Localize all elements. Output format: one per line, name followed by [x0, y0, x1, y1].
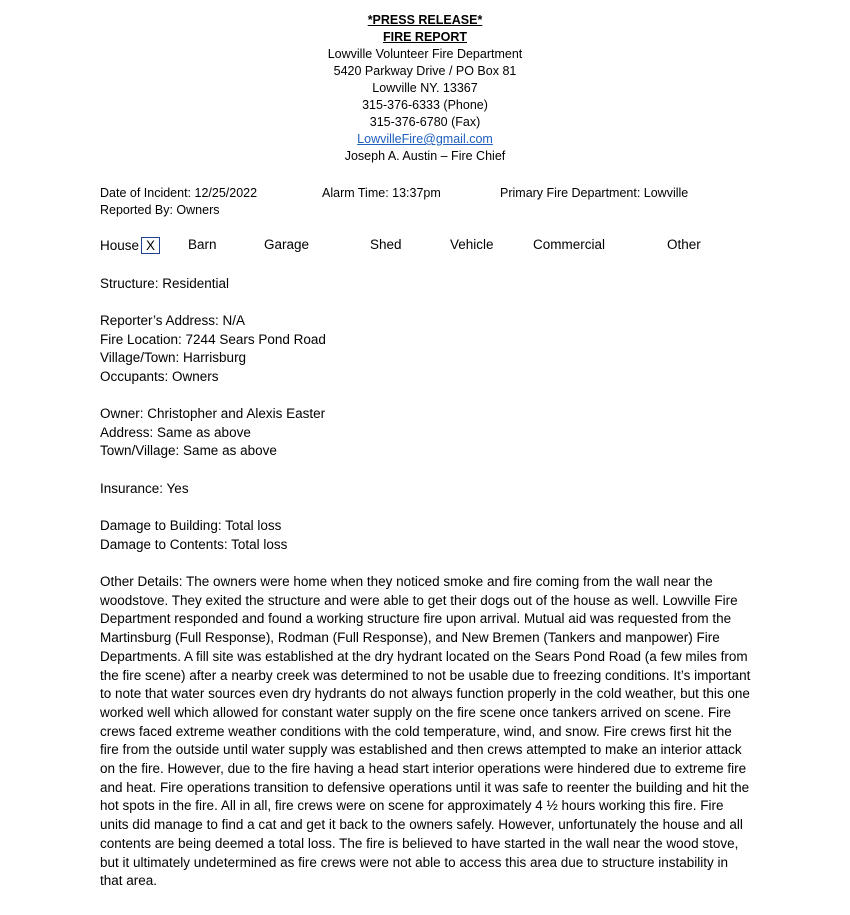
reporter-address: Reporter’s Address: N/A	[100, 313, 246, 328]
fire-chief: Joseph A. Austin – Fire Chief	[344, 149, 506, 163]
other-details-paragraph: Other Details: The owners were home when they noticed smoke and fire coming from the wall near the woodstove. They exited the structure and were able to get their dogs out of the house as well. Lowville Fire Department responded and found a working structure fire upon arrival. Mutual aid was requested from the Martinsburg (Full Response), Rodman (Full Response), and New Bremen (Tankers and manpower) Fire Departments. A fill site was established at the dry hydrant located on the Sears Pond Road (a few miles from the fire scene) after a nearby creek was determined to not be usable due to freezing conditions. It’s important to note that water sources even dry hydrants do not always function properly in the cold weather, but this one worked well which allowed for constant water supply on the fire scene once tankers arrived on scene. Fire crews faced extreme weather conditions with the cold temperature, wind, and snow. Fire crews first hit the fire from the outside until water supply was established and then crews attempted to make an interior attack on the fire. However, due to the fire having a head start interior operations were hindered due to extreme fire and heat. Fire operations transition to defensive operations until it was safe to reenter the building and hit the hot spots in the fire. All in all, fire crews were on scene for approximately 4 ½ hours working this fire. Fire units did manage to find a cat and get it back to the owners safely. However, unfortunately the house and all contents are being deemed a total loss. The fire is believed to have started in the wall near the wood stove, but it ultimately undetermined as fire crews were not able to access this area due to structure instability in that area.	[100, 574, 751, 889]
type-commercial: Commercial	[533, 237, 606, 252]
department-email-link[interactable]: LowvilleFire@gmail.com	[357, 132, 493, 146]
type-house	[100, 237, 160, 254]
press-release-title: *PRESS RELEASE*	[367, 13, 483, 27]
house-checkbox: X	[141, 237, 160, 254]
location-block	[100, 312, 326, 387]
village-town: Village/Town: Harrisburg	[100, 350, 247, 366]
type-other: Other	[667, 237, 701, 252]
type-vehicle: Vehicle	[450, 237, 494, 252]
structure-line: Structure: Residential	[100, 276, 230, 291]
letterhead	[0, 12, 850, 165]
department-city: Lowville NY. 13367	[372, 81, 478, 95]
fire-location: Fire Location: 7244 Sears Pond Road	[100, 331, 326, 347]
owner-block	[100, 405, 325, 461]
structure-type-row	[100, 237, 750, 257]
type-garage: Garage	[264, 237, 310, 252]
type-barn: Barn	[188, 237, 217, 252]
department-fax: 315-376-6780 (Fax)	[369, 115, 481, 129]
owner-town-village: Town/Village: Same as above	[100, 443, 277, 459]
department-phone: 315-376-6333 (Phone)	[362, 98, 488, 112]
reported-by: Reported By: Owners	[100, 203, 220, 217]
occupants: Occupants: Owners	[100, 369, 219, 385]
primary-department: Primary Fire Department: Lowville	[500, 186, 689, 200]
incident-date: Date of Incident: 12/25/2022	[100, 186, 258, 200]
owner-address: Address: Same as above	[100, 424, 251, 440]
damage-block	[100, 517, 287, 554]
damage-contents: Damage to Contents: Total loss	[100, 536, 288, 552]
insurance-line: Insurance: Yes	[100, 481, 189, 496]
alarm-time: Alarm Time: 13:37pm	[322, 186, 441, 200]
type-house-label: House	[100, 238, 140, 253]
department-name: Lowville Volunteer Fire Department	[327, 47, 523, 61]
department-street: 5420 Parkway Drive / PO Box 81	[333, 64, 517, 78]
fire-report-title: FIRE REPORT	[382, 30, 468, 44]
damage-building: Damage to Building: Total loss	[100, 518, 282, 533]
owner-name: Owner: Christopher and Alexis Easter	[100, 406, 326, 421]
type-shed: Shed	[370, 237, 402, 252]
